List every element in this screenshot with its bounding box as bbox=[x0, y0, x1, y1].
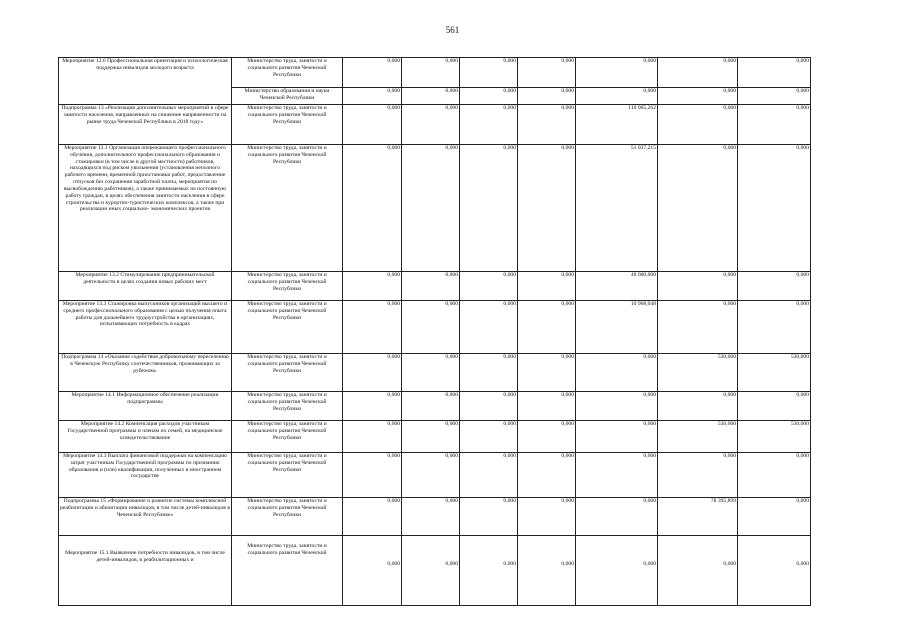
value-cell: 0,000 bbox=[460, 453, 518, 498]
value-cell: 530,000 bbox=[738, 421, 811, 453]
activity-name-cell: Мероприятие 14.2 Компенсация расходов участникам Государственной программы и членам их семей, на медицинское освидетельствование bbox=[59, 421, 232, 453]
value-cell: 0,000 bbox=[518, 105, 576, 145]
value-cell: 0,000 bbox=[738, 272, 811, 301]
value-cell: 0,000 bbox=[576, 453, 658, 498]
value-cell: 0,000 bbox=[460, 58, 518, 88]
value-cell: 0,000 bbox=[576, 88, 658, 105]
value-cell: 0,000 bbox=[460, 301, 518, 354]
value-cell: 0,000 bbox=[518, 536, 576, 606]
executor-cell: Министерство труда, занятости и социального развития Чеченской bbox=[232, 536, 343, 606]
value-cell: 0,000 bbox=[738, 145, 811, 272]
value-cell: 0,000 bbox=[576, 58, 658, 88]
value-cell: 0,000 bbox=[460, 272, 518, 301]
value-cell: 0,000 bbox=[518, 145, 576, 272]
value-cell: 0,000 bbox=[343, 536, 402, 606]
value-cell: 0,000 bbox=[518, 421, 576, 453]
value-cell: 0,000 bbox=[738, 453, 811, 498]
value-cell: 0,000 bbox=[460, 145, 518, 272]
value-cell: 0,000 bbox=[402, 105, 460, 145]
value-cell: 0,000 bbox=[343, 421, 402, 453]
value-cell: 0,000 bbox=[402, 453, 460, 498]
value-cell: 0,000 bbox=[658, 105, 738, 145]
value-cell: 0,000 bbox=[518, 498, 576, 536]
executor-cell: Министерство труда, занятости и социального развития Чеченской Республики bbox=[232, 301, 343, 354]
value-cell: 0,000 bbox=[402, 421, 460, 453]
table-row bbox=[59, 392, 811, 421]
executor-cell: Министерство труда, занятости и социального развития Чеченской Республики bbox=[232, 453, 343, 498]
value-cell: 0,000 bbox=[460, 354, 518, 392]
value-cell: 0,000 bbox=[402, 498, 460, 536]
value-cell: 0,000 bbox=[402, 88, 460, 105]
value-cell: 0,000 bbox=[460, 105, 518, 145]
value-cell: 78 395,899 bbox=[658, 498, 738, 536]
value-cell: 0,000 bbox=[343, 88, 402, 105]
value-cell: 0,000 bbox=[518, 453, 576, 498]
table-row bbox=[59, 272, 811, 301]
activity-name-cell: Подпрограмма 14 «Оказание содействия добровольному переселению в Чеченскую Республику соотечественников, проживающих за рубежом» bbox=[59, 354, 232, 392]
value-cell: 0,000 bbox=[343, 301, 402, 354]
value-cell: 0,000 bbox=[343, 392, 402, 421]
table-row bbox=[59, 301, 811, 354]
value-cell: 0,000 bbox=[518, 354, 576, 392]
value-cell: 0,000 bbox=[343, 272, 402, 301]
value-cell: 0,000 bbox=[576, 354, 658, 392]
value-cell: 0,000 bbox=[402, 145, 460, 272]
executor-cell: Министерство труда, занятости и социального развития Чеченской Республики bbox=[232, 498, 343, 536]
executor-cell: Министерство труда, занятости и социального развития Чеченской Республики bbox=[232, 392, 343, 421]
value-cell: 0,000 bbox=[738, 88, 811, 105]
value-cell: 0,000 bbox=[460, 536, 518, 606]
executor-cell: Министерство труда, занятости и социального развития Чеченской Республики bbox=[232, 354, 343, 392]
value-cell: 0,000 bbox=[402, 58, 460, 88]
value-cell: 0,000 bbox=[738, 498, 811, 536]
value-cell: 0,000 bbox=[402, 301, 460, 354]
activity-name-cell: Мероприятие 15.1 Выявление потребности инвалидов, в том числе детей-инвалидов, в реабилитационных и bbox=[59, 536, 232, 606]
value-cell: 0,000 bbox=[518, 301, 576, 354]
value-cell: 0,000 bbox=[343, 498, 402, 536]
executor-cell: Министерство труда, занятости и социального развития Чеченской Республики bbox=[232, 145, 343, 272]
activity-name-cell: Мероприятие 12.6 Профессиональная ориентация и психологическая поддержка инвалидов молодого возраста bbox=[59, 58, 232, 105]
value-cell: 530,000 bbox=[658, 421, 738, 453]
value-cell: 0,000 bbox=[460, 392, 518, 421]
value-cell: 0,000 bbox=[738, 58, 811, 88]
table-row bbox=[59, 421, 811, 453]
value-cell: 0,000 bbox=[518, 272, 576, 301]
value-cell: 0,000 bbox=[658, 88, 738, 105]
value-cell: 0,000 bbox=[402, 354, 460, 392]
table-row bbox=[59, 105, 811, 145]
budget-table bbox=[58, 57, 811, 606]
table-row bbox=[59, 498, 811, 536]
table-row bbox=[59, 536, 811, 606]
value-cell: 0,000 bbox=[343, 145, 402, 272]
value-cell: 0,000 bbox=[343, 354, 402, 392]
value-cell: 0,000 bbox=[402, 536, 460, 606]
value-cell: 10 968,048 bbox=[576, 301, 658, 354]
value-cell: 0,000 bbox=[343, 453, 402, 498]
value-cell: 0,000 bbox=[343, 58, 402, 88]
activity-name-cell: Мероприятие 14.1 Информационное обеспечение реализации подпрограммы bbox=[59, 392, 232, 421]
value-cell: 48 000,000 bbox=[576, 272, 658, 301]
value-cell: 0,000 bbox=[460, 88, 518, 105]
table-row bbox=[59, 58, 811, 88]
executor-cell: Министерство труда, занятости и социального развития Чеченской Республики bbox=[232, 272, 343, 301]
activity-name-cell: Мероприятие 14.3 Выплата финансовой поддержки на компенсацию затрат участникам Государственной программы по признанию образования и (или) квалификации, полученных в иностранном государстве bbox=[59, 453, 232, 498]
activity-name-cell: Мероприятие 13.2 Стимулирование предпринимательской деятельности в целях создания новых рабочих мест bbox=[59, 272, 232, 301]
table-row bbox=[59, 145, 811, 272]
value-cell: 0,000 bbox=[402, 272, 460, 301]
value-cell: 0,000 bbox=[460, 498, 518, 536]
value-cell: 0,000 bbox=[576, 392, 658, 421]
value-cell: 0,000 bbox=[576, 421, 658, 453]
value-cell: 51 037,215 bbox=[576, 145, 658, 272]
value-cell: 0,000 bbox=[460, 421, 518, 453]
value-cell: 0,000 bbox=[658, 392, 738, 421]
value-cell: 0,000 bbox=[658, 58, 738, 88]
value-cell: 0,000 bbox=[343, 105, 402, 145]
value-cell: 0,000 bbox=[658, 453, 738, 498]
value-cell: 0,000 bbox=[518, 58, 576, 88]
value-cell: 0,000 bbox=[576, 536, 658, 606]
table-row bbox=[59, 453, 811, 498]
value-cell: 0,000 bbox=[738, 392, 811, 421]
table-row bbox=[59, 354, 811, 392]
activity-name-cell: Подпрограмма 13 «Реализация дополнительных мероприятий в сфере занятости населения, направленных на снижение напряженности на рынке труда Чеченской Республики в 2018 году» bbox=[59, 105, 232, 145]
value-cell: 0,000 bbox=[576, 498, 658, 536]
activity-name-cell: Мероприятие 13.3 Стажировка выпускников организаций высшего и среднего профессионального образования с целью получения опыта работы для дальнейшего трудоустройства в организациях, испытывающих потребность в кадрах bbox=[59, 301, 232, 354]
value-cell: 0,000 bbox=[518, 392, 576, 421]
value-cell: 0,000 bbox=[658, 272, 738, 301]
value-cell: 0,000 bbox=[738, 105, 811, 145]
page-number: 561 bbox=[445, 25, 460, 35]
value-cell: 530,000 bbox=[658, 354, 738, 392]
activity-name-cell: Подпрограмма 15 «Формирование и развитие системы комплексной реабилитации и абилитации инвалидов, в том числе детей-инвалидов в Чеченской Республике» bbox=[59, 498, 232, 536]
value-cell: 0,000 bbox=[738, 536, 811, 606]
value-cell: 0,000 bbox=[658, 536, 738, 606]
value-cell: 110 005,262 bbox=[576, 105, 658, 145]
value-cell: 0,000 bbox=[402, 392, 460, 421]
value-cell: 0,000 bbox=[518, 88, 576, 105]
executor-cell: Министерство труда, занятости и социального развития Чеченской Республики bbox=[232, 421, 343, 453]
executor-cell: Министерство труда, занятости и социального развития Чеченской Республики bbox=[232, 58, 343, 88]
value-cell: 0,000 bbox=[738, 301, 811, 354]
value-cell: 0,000 bbox=[658, 145, 738, 272]
value-cell: 0,000 bbox=[658, 301, 738, 354]
value-cell: 530,000 bbox=[738, 354, 811, 392]
executor-cell: Министерство образования и науки Чеченской Республики bbox=[232, 88, 343, 105]
activity-name-cell: Мероприятие 13.1 Организация опережающего профессионального обучения, дополнительного профессионального образования и стажировки (в том числе в другой местности) работников, находящихся под риском увольнения (установления неполного рабочего времени, временной приостановки работ, предоставление отпусков без сохранения заработной платы, мероприятия по высвобождению работников), а также принимаемых на постоянную работу граждан, в целях обеспечения занятости населения в сфере строительства и курортно-туристических комплексов, а также при реализации иных социально- экономических проектов bbox=[59, 145, 232, 272]
executor-cell: Министерство труда, занятости и социального развития Чеченской Республики bbox=[232, 105, 343, 145]
